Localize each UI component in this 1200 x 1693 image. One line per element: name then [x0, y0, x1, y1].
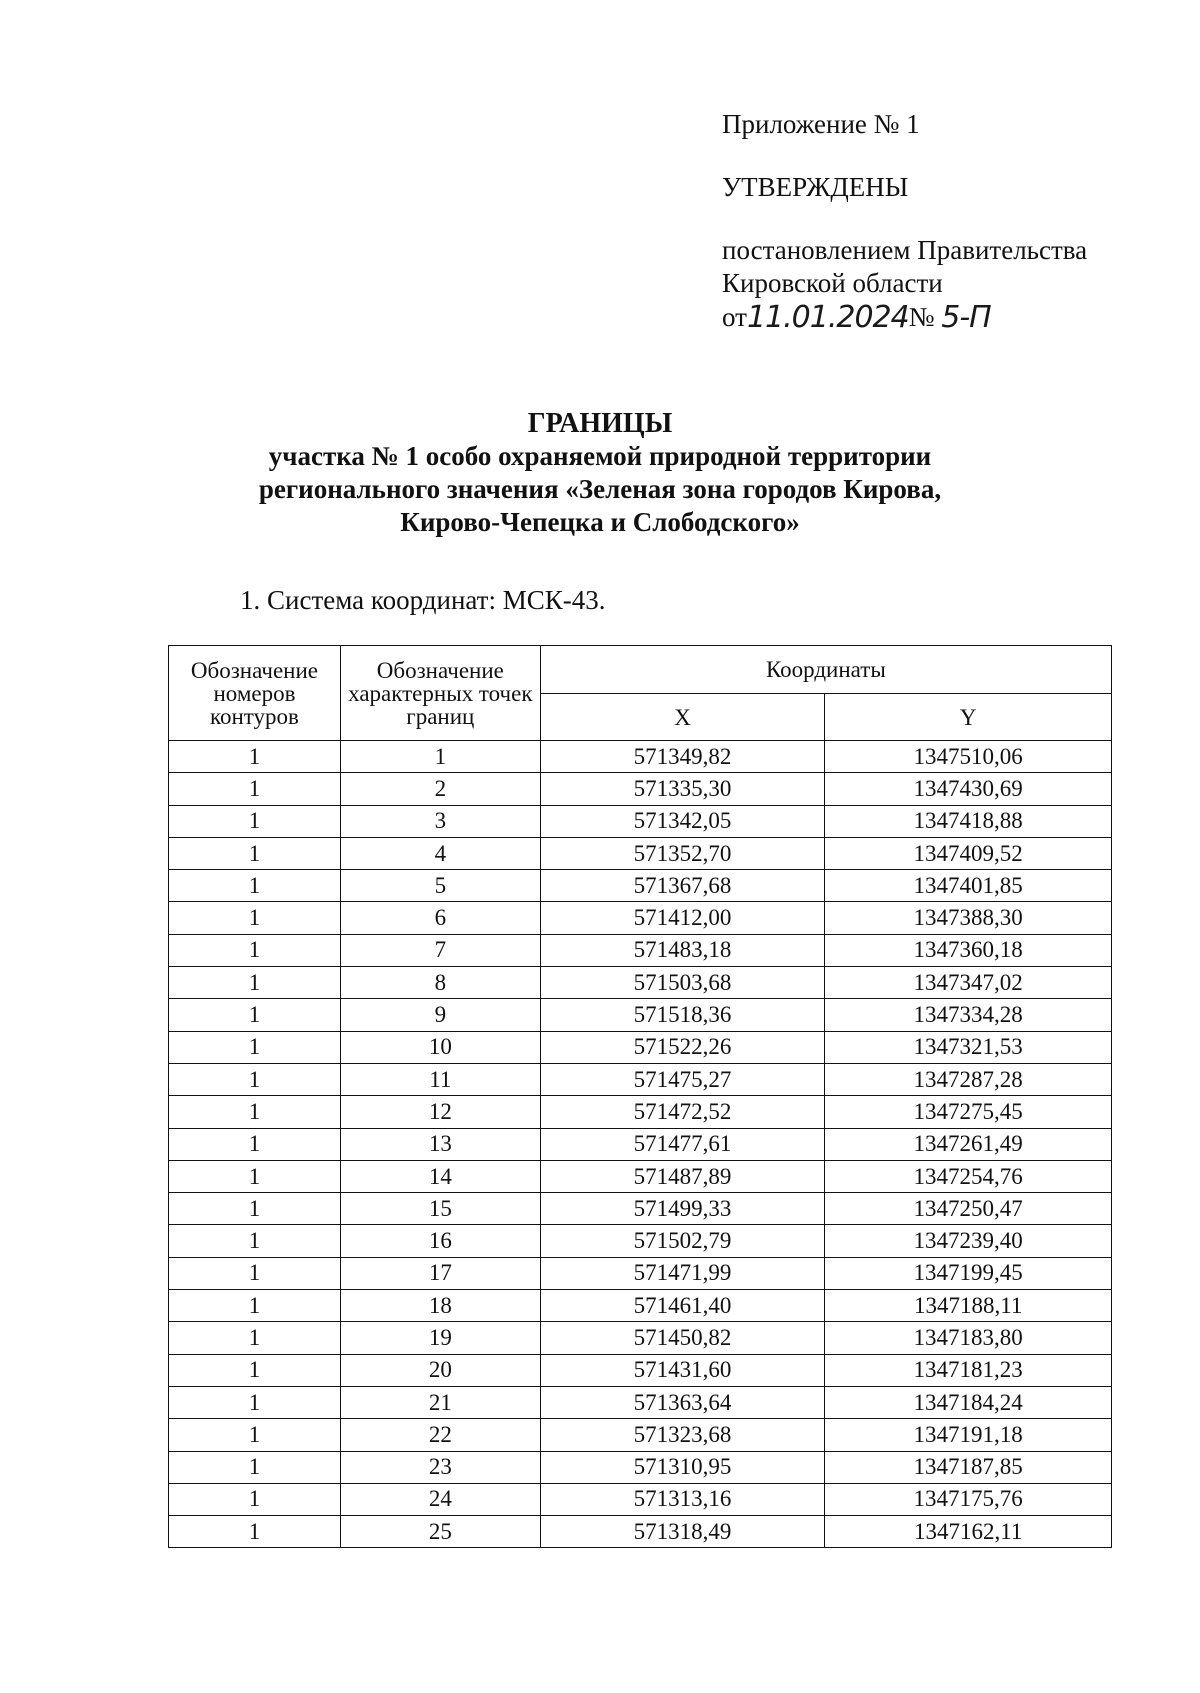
- cell-contour: 1: [169, 870, 341, 902]
- table-row: [169, 1128, 1112, 1160]
- cell-point: 23: [340, 1451, 540, 1483]
- cell-contour: 1: [169, 837, 341, 869]
- table-row: [169, 1096, 1112, 1128]
- cell-x: 571310,95: [540, 1451, 825, 1483]
- cell-contour: 1: [169, 1322, 341, 1354]
- decree-line-1: постановлением Правительства: [722, 235, 1088, 265]
- cell-point: 16: [340, 1225, 540, 1257]
- cell-point: 1: [340, 741, 540, 773]
- cell-point: 14: [340, 1160, 540, 1192]
- cell-point: 3: [340, 805, 540, 837]
- table-row: [169, 1193, 1112, 1225]
- cell-contour: 1: [169, 1031, 341, 1063]
- cell-y: 1347347,02: [825, 967, 1112, 999]
- cell-point: 15: [340, 1193, 540, 1225]
- cell-point: 8: [340, 967, 540, 999]
- cell-contour: 1: [169, 1257, 341, 1289]
- cell-point: 7: [340, 934, 540, 966]
- cell-x: 571487,89: [540, 1160, 825, 1192]
- cell-y: 1347162,11: [825, 1516, 1112, 1548]
- cell-x: 571518,36: [540, 999, 825, 1031]
- cell-y: 1347181,23: [825, 1354, 1112, 1386]
- cell-x: 571431,60: [540, 1354, 825, 1386]
- cell-point: 20: [340, 1354, 540, 1386]
- cell-contour: 1: [169, 1419, 341, 1451]
- header-point: Обозначение характерных точек границ: [340, 646, 540, 741]
- cell-contour: 1: [169, 1160, 341, 1192]
- cell-x: 571450,82: [540, 1322, 825, 1354]
- cell-point: 9: [340, 999, 540, 1031]
- header-coordinates: Координаты: [540, 646, 1111, 694]
- table-row: [169, 870, 1112, 902]
- title-line-1: участка № 1 особо охраняемой природной территории: [268, 441, 932, 471]
- cell-y: 1347409,52: [825, 837, 1112, 869]
- cell-x: 571471,99: [540, 1257, 825, 1289]
- cell-x: 571412,00: [540, 902, 825, 934]
- title-main: ГРАНИЦЫ: [527, 408, 673, 439]
- cell-x: 571472,52: [540, 1096, 825, 1128]
- cell-x: 571475,27: [540, 1063, 825, 1095]
- header-contour: Обозначение номеров контуров: [169, 646, 341, 741]
- cell-y: 1347254,76: [825, 1160, 1112, 1192]
- cell-point: 2: [340, 773, 540, 805]
- table-row: [169, 1063, 1112, 1095]
- cell-y: 1347183,80: [825, 1322, 1112, 1354]
- number-prefix: №: [908, 302, 935, 332]
- cell-y: 1347418,88: [825, 805, 1112, 837]
- table-row: [169, 1354, 1112, 1386]
- cell-point: 10: [340, 1031, 540, 1063]
- handwritten-date: 11.01.2024: [746, 300, 909, 335]
- cell-contour: 1: [169, 999, 341, 1031]
- cell-contour: 1: [169, 1354, 341, 1386]
- table-row: [169, 1451, 1112, 1483]
- cell-contour: 1: [169, 773, 341, 805]
- table-row: [169, 1031, 1112, 1063]
- date-prefix: от: [722, 302, 747, 332]
- cell-contour: 1: [169, 1063, 341, 1095]
- table-row: [169, 805, 1112, 837]
- cell-contour: 1: [169, 1096, 341, 1128]
- decree-line-2: Кировской области: [722, 268, 943, 298]
- cell-point: 4: [340, 837, 540, 869]
- cell-y: 1347275,45: [825, 1096, 1112, 1128]
- cell-y: 1347430,69: [825, 773, 1112, 805]
- coordinate-system: 1. Система координат: МСК-43.: [240, 585, 606, 615]
- table-row: [169, 1225, 1112, 1257]
- cell-y: 1347239,40: [825, 1225, 1112, 1257]
- cell-contour: 1: [169, 1386, 341, 1418]
- cell-x: 571483,18: [540, 934, 825, 966]
- cell-point: 25: [340, 1516, 540, 1548]
- table-row: [169, 1322, 1112, 1354]
- table-row: [169, 999, 1112, 1031]
- cell-point: 21: [340, 1386, 540, 1418]
- cell-y: 1347199,45: [825, 1257, 1112, 1289]
- cell-x: 571367,68: [540, 870, 825, 902]
- cell-point: 5: [340, 870, 540, 902]
- cell-y: 1347360,18: [825, 934, 1112, 966]
- table-body: [169, 741, 1112, 1548]
- cell-x: 571335,30: [540, 773, 825, 805]
- cell-contour: 1: [169, 1225, 341, 1257]
- cell-contour: 1: [169, 741, 341, 773]
- table-row: [169, 1419, 1112, 1451]
- table-row: [169, 1257, 1112, 1289]
- cell-x: 571477,61: [540, 1128, 825, 1160]
- cell-point: 22: [340, 1419, 540, 1451]
- cell-y: 1347250,47: [825, 1193, 1112, 1225]
- appendix-header: [722, 108, 1162, 334]
- cell-y: 1347510,06: [825, 741, 1112, 773]
- table-row: [169, 902, 1112, 934]
- document-title: [150, 407, 1050, 539]
- table-row: [169, 1483, 1112, 1515]
- cell-y: 1347188,11: [825, 1290, 1112, 1322]
- cell-point: 18: [340, 1290, 540, 1322]
- table-row: [169, 1386, 1112, 1418]
- table-row: [169, 934, 1112, 966]
- cell-point: 24: [340, 1483, 540, 1515]
- coordinates-table: [168, 645, 1112, 1548]
- cell-x: 571323,68: [540, 1419, 825, 1451]
- cell-x: 571502,79: [540, 1225, 825, 1257]
- header-y: Y: [825, 694, 1112, 741]
- cell-contour: 1: [169, 1128, 341, 1160]
- cell-contour: 1: [169, 1193, 341, 1225]
- cell-contour: 1: [169, 805, 341, 837]
- cell-contour: 1: [169, 1290, 341, 1322]
- approved-label: УТВЕРЖДЕНЫ: [722, 172, 909, 202]
- table-row: [169, 773, 1112, 805]
- cell-point: 12: [340, 1096, 540, 1128]
- cell-y: 1347321,53: [825, 1031, 1112, 1063]
- title-line-2: регионального значения «Зеленая зона городов Кирова,: [258, 474, 942, 504]
- cell-x: 571363,64: [540, 1386, 825, 1418]
- cell-x: 571318,49: [540, 1516, 825, 1548]
- cell-point: 11: [340, 1063, 540, 1095]
- cell-x: 571352,70: [540, 837, 825, 869]
- cell-y: 1347184,24: [825, 1386, 1112, 1418]
- cell-x: 571503,68: [540, 967, 825, 999]
- cell-contour: 1: [169, 902, 341, 934]
- cell-x: 571313,16: [540, 1483, 825, 1515]
- cell-point: 17: [340, 1257, 540, 1289]
- cell-contour: 1: [169, 967, 341, 999]
- cell-point: 19: [340, 1322, 540, 1354]
- cell-contour: 1: [169, 934, 341, 966]
- cell-point: 6: [340, 902, 540, 934]
- cell-point: 13: [340, 1128, 540, 1160]
- cell-x: 571461,40: [540, 1290, 825, 1322]
- cell-x: 571522,26: [540, 1031, 825, 1063]
- table-row: [169, 741, 1112, 773]
- title-line-3: Кирово-Чепецка и Слободского»: [400, 507, 800, 537]
- cell-contour: 1: [169, 1483, 341, 1515]
- cell-y: 1347334,28: [825, 999, 1112, 1031]
- cell-y: 1347175,76: [825, 1483, 1112, 1515]
- table-row: [169, 1516, 1112, 1548]
- table-row: [169, 1290, 1112, 1322]
- cell-contour: 1: [169, 1516, 341, 1548]
- cell-y: 1347187,85: [825, 1451, 1112, 1483]
- cell-y: 1347388,30: [825, 902, 1112, 934]
- cell-x: 571499,33: [540, 1193, 825, 1225]
- cell-y: 1347287,28: [825, 1063, 1112, 1095]
- cell-x: 571342,05: [540, 805, 825, 837]
- appendix-number: Приложение № 1: [722, 109, 920, 139]
- cell-contour: 1: [169, 1451, 341, 1483]
- cell-x: 571349,82: [540, 741, 825, 773]
- table-row: [169, 967, 1112, 999]
- cell-y: 1347191,18: [825, 1419, 1112, 1451]
- cell-y: 1347261,49: [825, 1128, 1112, 1160]
- header-x: X: [540, 694, 825, 741]
- table-row: [169, 837, 1112, 869]
- table-row: [169, 1160, 1112, 1192]
- cell-y: 1347401,85: [825, 870, 1112, 902]
- decree-date-line: [722, 300, 1162, 334]
- handwritten-number: 5-П: [941, 300, 991, 335]
